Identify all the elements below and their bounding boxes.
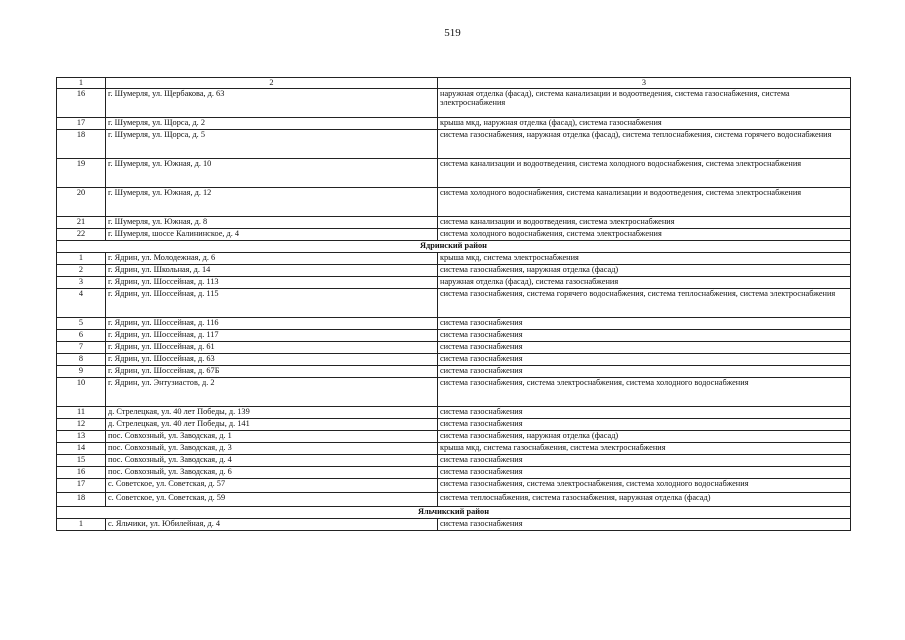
address-cell: г. Шумерля, шоссе Калининское, д. 4 xyxy=(106,229,438,241)
systems-cell: система газоснабжения xyxy=(438,366,851,378)
address-cell: пос. Совхозный, ул. Заводская, д. 1 xyxy=(106,431,438,443)
address-cell: г. Ядрин, ул. Энтузиастов, д. 2 xyxy=(106,378,438,407)
address-cell: г. Ядрин, ул. Шоссейная, д. 67Б xyxy=(106,366,438,378)
systems-cell: система канализации и водоотведения, система холодного водоснабжения, система электроснабжения xyxy=(438,159,851,188)
systems-cell: система холодного водоснабжения, система канализации и водоотведения, система электроснабжения xyxy=(438,188,851,217)
table-row xyxy=(57,217,851,229)
systems-cell: наружная отделка (фасад), система канализации и водоотведения, система газоснабжения, система электроснабжения xyxy=(438,89,851,118)
row-number: 20 xyxy=(57,188,106,217)
table-row xyxy=(57,118,851,130)
column-header: 3 xyxy=(438,78,851,89)
row-number: 16 xyxy=(57,89,106,118)
row-number: 19 xyxy=(57,159,106,188)
section-header-row xyxy=(57,241,851,253)
systems-cell: система канализации и водоотведения, система электроснабжения xyxy=(438,217,851,229)
address-cell: г. Шумерля, ул. Щербакова, д. 63 xyxy=(106,89,438,118)
table-row xyxy=(57,330,851,342)
address-cell: г. Ядрин, ул. Молодежная, д. 6 xyxy=(106,253,438,265)
systems-cell: система холодного водоснабжения, система электроснабжения xyxy=(438,229,851,241)
row-number: 15 xyxy=(57,455,106,467)
row-number: 17 xyxy=(57,118,106,130)
page-number: 519 xyxy=(444,27,461,39)
table-row xyxy=(57,188,851,217)
systems-cell: система газоснабжения xyxy=(438,467,851,479)
systems-cell: крыша мкд, наружная отделка (фасад), система газоснабжения xyxy=(438,118,851,130)
systems-cell: система газоснабжения xyxy=(438,419,851,431)
table-row xyxy=(57,354,851,366)
row-number: 1 xyxy=(57,253,106,265)
row-number: 6 xyxy=(57,330,106,342)
row-number: 13 xyxy=(57,431,106,443)
column-header: 2 xyxy=(106,78,438,89)
systems-cell: система газоснабжения, система горячего водоснабжения, система теплоснабжения, система электроснабжения xyxy=(438,289,851,318)
table-row xyxy=(57,378,851,407)
section-title: Яльчикский район xyxy=(57,507,851,519)
section-title: Ядринский район xyxy=(57,241,851,253)
address-cell: с. Яльчики, ул. Юбилейная, д. 4 xyxy=(106,519,438,531)
systems-cell: система газоснабжения xyxy=(438,342,851,354)
row-number: 4 xyxy=(57,289,106,318)
address-cell: с. Советское, ул. Советская, д. 57 xyxy=(106,479,438,493)
table-row xyxy=(57,89,851,118)
table-row xyxy=(57,289,851,318)
table-row xyxy=(57,130,851,159)
row-number: 11 xyxy=(57,407,106,419)
row-number: 1 xyxy=(57,519,106,531)
address-cell: г. Шумерля, ул. Южная, д. 12 xyxy=(106,188,438,217)
systems-cell: система газоснабжения, наружная отделка (фасад) xyxy=(438,265,851,277)
table-row xyxy=(57,431,851,443)
address-cell: г. Ядрин, ул. Шоссейная, д. 117 xyxy=(106,330,438,342)
row-number: 18 xyxy=(57,130,106,159)
table-row xyxy=(57,455,851,467)
systems-cell: система газоснабжения xyxy=(438,354,851,366)
row-number: 14 xyxy=(57,443,106,455)
systems-cell: крыша мкд, система электроснабжения xyxy=(438,253,851,265)
address-cell: д. Стрелецкая, ул. 40 лет Победы, д. 141 xyxy=(106,419,438,431)
table-row xyxy=(57,159,851,188)
table-row xyxy=(57,493,851,507)
table-row xyxy=(57,419,851,431)
table-row xyxy=(57,342,851,354)
address-cell: пос. Совхозный, ул. Заводская, д. 3 xyxy=(106,443,438,455)
row-number: 2 xyxy=(57,265,106,277)
repair-schedule-table xyxy=(56,77,851,531)
address-cell: г. Ядрин, ул. Шоссейная, д. 115 xyxy=(106,289,438,318)
address-cell: г. Ядрин, ул. Шоссейная, д. 116 xyxy=(106,318,438,330)
row-number: 3 xyxy=(57,277,106,289)
systems-cell: наружная отделка (фасад), система газоснабжения xyxy=(438,277,851,289)
systems-cell: система газоснабжения, система электроснабжения, система холодного водоснабжения xyxy=(438,479,851,493)
table-header-row xyxy=(57,78,851,89)
table-row xyxy=(57,443,851,455)
address-cell: г. Шумерля, ул. Щорса, д. 2 xyxy=(106,118,438,130)
address-cell: г. Ядрин, ул. Шоссейная, д. 63 xyxy=(106,354,438,366)
row-number: 18 xyxy=(57,493,106,507)
row-number: 10 xyxy=(57,378,106,407)
row-number: 16 xyxy=(57,467,106,479)
systems-cell: система теплоснабжения, система газоснабжения, наружная отделка (фасад) xyxy=(438,493,851,507)
systems-cell: система газоснабжения, наружная отделка (фасад), система теплоснабжения, система горячего водоснабжения xyxy=(438,130,851,159)
table-row xyxy=(57,229,851,241)
table-row xyxy=(57,253,851,265)
row-number: 21 xyxy=(57,217,106,229)
section-header-row xyxy=(57,507,851,519)
address-cell: г. Ядрин, ул. Школьная, д. 14 xyxy=(106,265,438,277)
systems-cell: система газоснабжения xyxy=(438,318,851,330)
systems-cell: система газоснабжения xyxy=(438,519,851,531)
address-cell: г. Ядрин, ул. Шоссейная, д. 61 xyxy=(106,342,438,354)
systems-cell: крыша мкд, система газоснабжения, система электроснабжения xyxy=(438,443,851,455)
table-row xyxy=(57,366,851,378)
table-row xyxy=(57,467,851,479)
address-cell: д. Стрелецкая, ул. 40 лет Победы, д. 139 xyxy=(106,407,438,419)
table-row xyxy=(57,277,851,289)
systems-cell: система газоснабжения xyxy=(438,455,851,467)
address-cell: пос. Совхозный, ул. Заводская, д. 4 xyxy=(106,455,438,467)
address-cell: г. Шумерля, ул. Южная, д. 8 xyxy=(106,217,438,229)
row-number: 5 xyxy=(57,318,106,330)
table-row xyxy=(57,479,851,493)
address-cell: г. Шумерля, ул. Щорса, д. 5 xyxy=(106,130,438,159)
address-cell: г. Ядрин, ул. Шоссейная, д. 113 xyxy=(106,277,438,289)
address-cell: г. Шумерля, ул. Южная, д. 10 xyxy=(106,159,438,188)
systems-cell: система газоснабжения xyxy=(438,330,851,342)
row-number: 8 xyxy=(57,354,106,366)
table-row xyxy=(57,519,851,531)
systems-cell: система газоснабжения, система электроснабжения, система холодного водоснабжения xyxy=(438,378,851,407)
row-number: 17 xyxy=(57,479,106,493)
systems-cell: система газоснабжения xyxy=(438,407,851,419)
row-number: 22 xyxy=(57,229,106,241)
address-cell: пос. Совхозный, ул. Заводская, д. 6 xyxy=(106,467,438,479)
column-header: 1 xyxy=(57,78,106,89)
table-row xyxy=(57,407,851,419)
table-row xyxy=(57,265,851,277)
row-number: 12 xyxy=(57,419,106,431)
address-cell: с. Советское, ул. Советская, д. 59 xyxy=(106,493,438,507)
systems-cell: система газоснабжения, наружная отделка (фасад) xyxy=(438,431,851,443)
row-number: 9 xyxy=(57,366,106,378)
row-number: 7 xyxy=(57,342,106,354)
table-row xyxy=(57,318,851,330)
